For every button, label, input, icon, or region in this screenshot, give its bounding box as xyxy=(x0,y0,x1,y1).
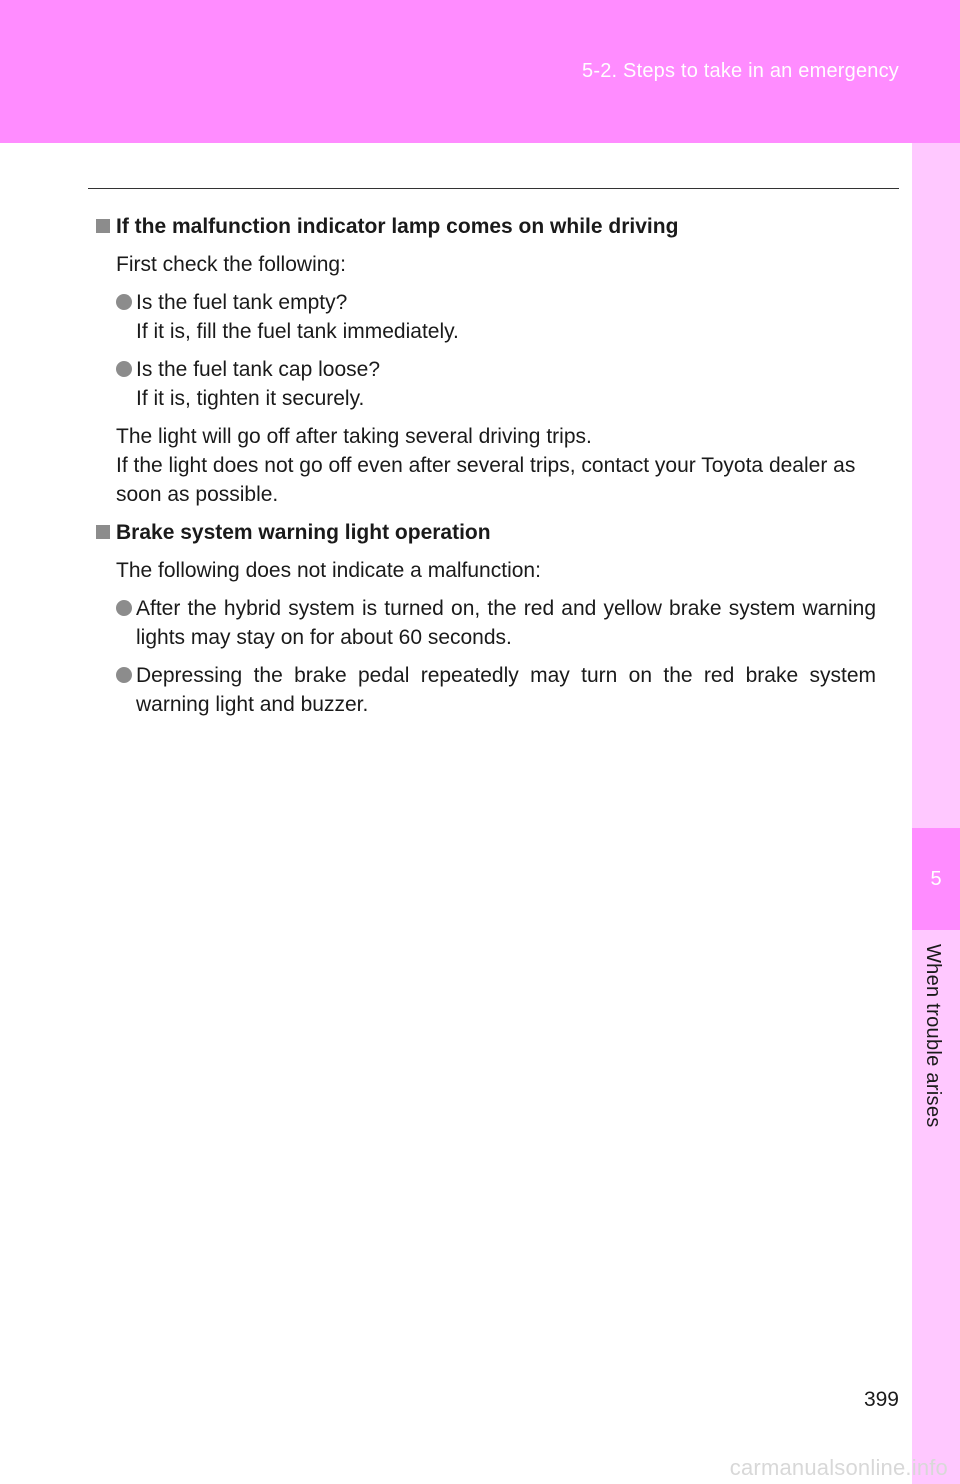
page-header xyxy=(0,0,960,143)
list-item xyxy=(136,288,896,346)
malfunction-heading xyxy=(96,212,896,241)
top-divider xyxy=(88,188,899,189)
section-title: 5-2. Steps to take in an emergency xyxy=(582,60,899,82)
malfunction-heading-text: If the malfunction indicator lamp comes on while driving xyxy=(116,215,679,238)
list-item xyxy=(136,661,896,719)
watermark: carmanualsonline.info xyxy=(729,1455,948,1480)
bullet-text: After the hybrid system is turned on, the red and yellow brake system warning lights may stay on for about 60 seconds. xyxy=(136,597,876,649)
brake-heading xyxy=(96,518,896,547)
circle-bullet-icon xyxy=(116,667,132,683)
page-number: 399 xyxy=(863,1388,899,1411)
bullet-line: Is the fuel tank cap loose? xyxy=(136,358,380,381)
malfunction-intro: First check the following: xyxy=(116,253,346,276)
page-content xyxy=(96,212,896,728)
circle-bullet-icon xyxy=(116,361,132,377)
closing-line: If the light does not go off even after several trips, contact your Toyota dealer as soon as possible. xyxy=(116,454,856,506)
closing-line: The light will go off after taking several driving trips. xyxy=(116,425,592,448)
circle-bullet-icon xyxy=(116,600,132,616)
square-bullet-icon xyxy=(96,525,110,539)
brake-intro: The following does not indicate a malfunction: xyxy=(116,559,541,582)
bullet-line: If it is, fill the fuel tank immediately. xyxy=(136,320,459,343)
square-bullet-icon xyxy=(96,219,110,233)
list-item xyxy=(136,594,896,652)
bullet-line: Is the fuel tank empty? xyxy=(136,291,348,314)
bullet-line: If it is, tighten it securely. xyxy=(136,387,365,410)
list-item xyxy=(136,355,896,413)
chapter-side-tab xyxy=(912,143,960,1484)
brake-heading-text: Brake system warning light operation xyxy=(116,521,491,544)
circle-bullet-icon xyxy=(116,294,132,310)
bullet-text: Depressing the brake pedal repeatedly may turn on the red brake system warning light and buzzer. xyxy=(136,664,876,716)
chapter-title: When trouble arises xyxy=(922,944,944,1128)
malfunction-closing xyxy=(116,422,896,509)
chapter-number: 5 xyxy=(912,828,960,930)
